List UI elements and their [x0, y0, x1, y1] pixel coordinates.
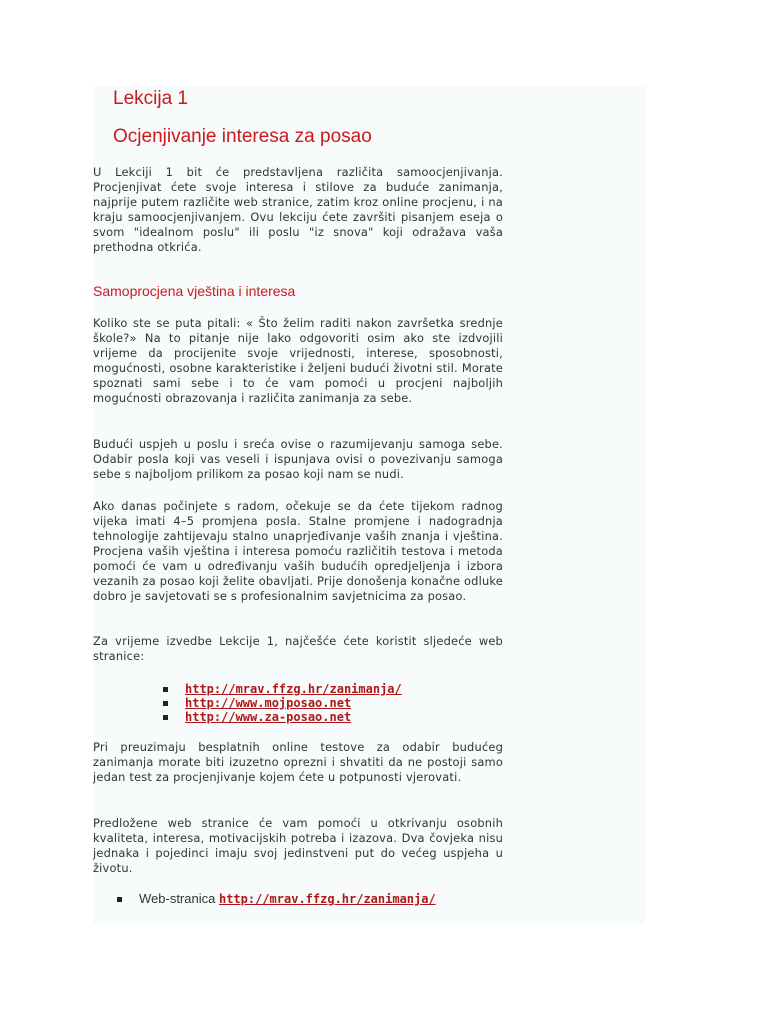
paragraph-career-changes: Ako danas počinjete s radom, očekuje se da ćete tijekom radnog vijeka imati 4–5 promjena posla. Stalne promjene i nadogradnja tehnologije zahtijevaju stalno unaprjeđivanje vaših znanja i vještina. Procjena vaših vještina i interesa pomoću različitih testova i metoda pomoći će vam u određivanju vaših budućih opredjeljenja i izbora vezanih za posao koji želite obavljati. Prije donošenja konačne odluke dobro je savjetovati se s profesionalnim savjetnicima za posao.: [93, 499, 503, 603]
list-item: [163, 682, 402, 696]
list-item: [163, 696, 402, 710]
intro-paragraph: U Lekciji 1 bit će predstavljena različita samoocjenjivanja. Procjenjivat ćete svoje interesa i stilove za buduće zanimanja, najprije putem različite web stranice, zatim kroz online procjenu, i na kraju samoocjenjivanjem. Ovu lekciju ćete završiti pisanjem eseja o svom "idealnom poslu" ili poslu "iz snova" koji odražava vaša prethodna otkrića.: [93, 165, 503, 254]
list-item: [163, 710, 402, 724]
document-page: [93, 86, 645, 924]
web-page-item: [117, 892, 436, 906]
link-mrav-ffzg[interactable]: http://mrav.ffzg.hr/zanimanja/: [185, 682, 402, 696]
lesson-subtitle: Ocjenjivanje interesa za posao: [113, 126, 372, 147]
paragraph-success: Budući uspjeh u poslu i sreća ovise o razumijevanju samoga sebe. Odabir posla koji vas veseli i ispunjava ovisi o povezivanju samoga sebe s najboljom prilikom za posao koji nam se nudi.: [93, 437, 503, 481]
web-page-label: Web-stranica: [139, 891, 219, 906]
link-mojposao[interactable]: http://www.mojposao.net: [185, 696, 352, 710]
web-page-link[interactable]: http://mrav.ffzg.hr/zanimanja/: [218, 892, 436, 906]
paragraph-personal-qualities: Predložene web stranice će vam pomoći u otkrivanju osobnih kvaliteta, interesa, motivacijskih potreba i izazova. Dva čovjeka nisu jednaka i pojedinci imaju svoj jedinstveni put do većeg uspjeha u životu.: [93, 816, 503, 875]
website-link-list: [163, 682, 402, 724]
lesson-title: Lekcija 1: [113, 88, 188, 109]
paragraph-websites-intro: Za vrijeme izvedbe Lekcije 1, najčešće ćete koristit sljedeće web stranice:: [93, 634, 503, 663]
paragraph-online-tests: Pri preuzimaju besplatnih online testove za odabir budućeg zanimanja morate biti izuzetno oprezni i shvatiti da ne postoji samo jedan test za procjenjivanje kojem ćete u potpunosti vjerovati.: [93, 740, 503, 784]
section-heading: Samoprocjena vještina i interesa: [93, 283, 296, 299]
link-za-posao[interactable]: http://www.za-posao.net: [185, 710, 352, 724]
paragraph-self-assessment: Koliko ste se puta pitali: « Što želim raditi nakon završetka srednje škole?» Na to pitanje nije lako odgovoriti osim ako ste izdvojili vrijeme da procijenite svoje vrijednosti, interese, sposobnosti, mogućnosti, osobne karakteristike i željeni budući životni stil. Morate spoznati sami sebe i to će vam pomoći u procjeni najboljih mogućnosti obrazovanja i različita zanimanja za sebe.: [93, 316, 503, 405]
